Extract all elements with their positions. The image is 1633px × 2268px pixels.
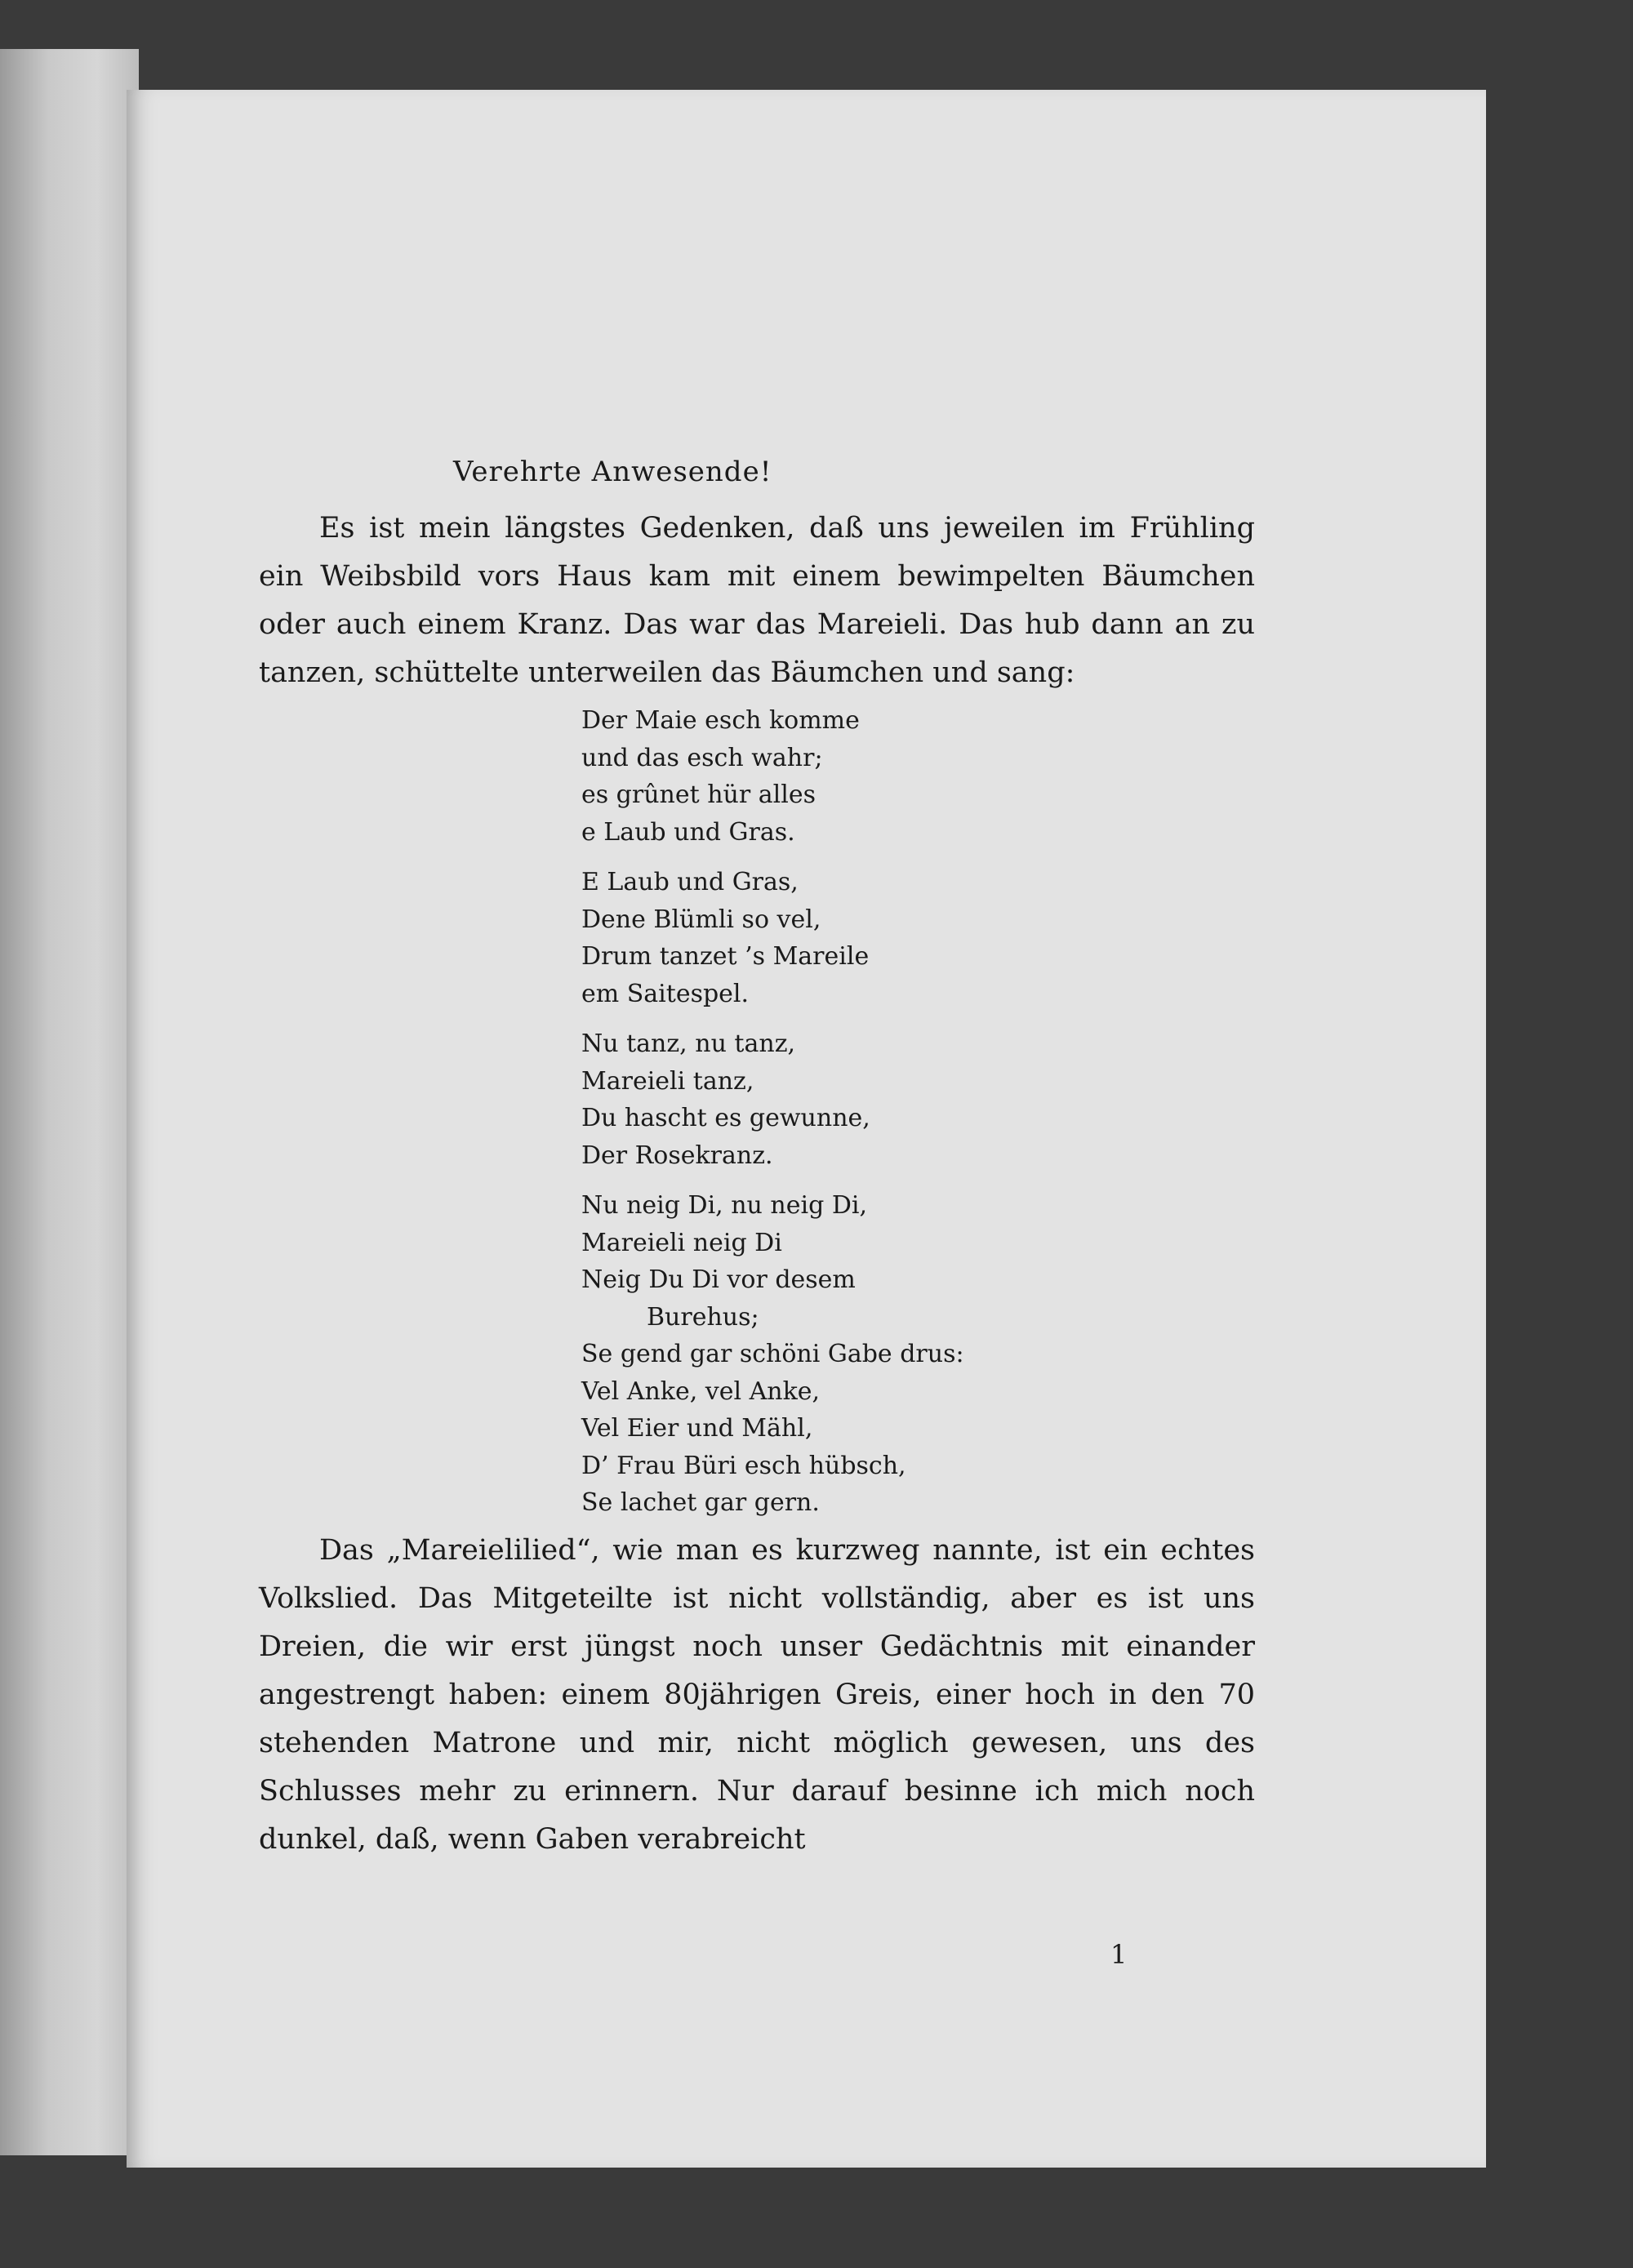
poem-line: D’ Frau Büri esch hübsch, xyxy=(581,1451,906,1480)
poem-stanza xyxy=(581,1187,1255,1522)
poem-line: Burehus; xyxy=(647,1302,759,1332)
poem-line: Neig Du Di vor desem xyxy=(581,1265,856,1294)
book-page xyxy=(127,90,1486,2168)
poem-line: Se gend gar schöni Gabe drus: xyxy=(581,1340,964,1368)
poem-line: und das esch wahr; xyxy=(581,743,823,772)
poem-line: Drum tanzet ’s Mareile xyxy=(581,942,870,971)
poem-stanza xyxy=(581,702,1255,851)
poem xyxy=(581,702,1255,1522)
poem-line: e Laub und Gras. xyxy=(581,817,795,847)
poem-stanza xyxy=(581,864,1255,1012)
closing-paragraph: Das „Mareielilied“, wie man es kurzweg nannte, ist ein echtes Volkslied. Das Mitgeteilte ist nicht vollständig, aber es ist uns Dreien, die wir erst jüngst noch unser Gedächtnis mit einander angestrengt haben: einem 80jährigen Greis, einer hoch in den 70 stehenden Matrone und mir, nicht möglich gewesen, uns des Schlusses mehr zu erinnern. Nur darauf besinne ich mich noch dunkel, daß, wenn Gaben verabreicht xyxy=(259,1533,1255,1856)
poem-line: Nu neig Di, nu neig Di, xyxy=(581,1191,868,1220)
poem-line: Du hascht es gewunne, xyxy=(581,1104,870,1132)
poem-line: Nu tanz, nu tanz, xyxy=(581,1029,796,1058)
poem-line: es grûnet hür alles xyxy=(581,780,816,809)
poem-line: Mareieli tanz, xyxy=(581,1066,754,1096)
page-text xyxy=(259,447,1255,1864)
poem-line: E Laub und Gras, xyxy=(581,868,799,896)
poem-line: Se lachet gar gern. xyxy=(581,1488,820,1517)
poem-line: em Saitespel. xyxy=(581,979,750,1008)
poem-line: Der Maie esch komme xyxy=(581,706,860,735)
intro-paragraph: Es ist mein längstes Gedenken, daß uns jeweilen im Frühling ein Weibsbild vors Haus kam mit einem bewimpelten Bäumchen oder auch einem Kranz. Das war das Mareieli. Das hub dann an zu tanzen, schüttelte unterweilen das Bäumchen und sang: xyxy=(259,512,1255,689)
salutation-heading: Verehrte Anwesende! xyxy=(453,456,772,488)
poem-line: Dene Blümli so vel, xyxy=(581,905,821,934)
poem-line: Vel Anke, vel Anke, xyxy=(581,1376,821,1406)
poem-line: Mareieli neig Di xyxy=(581,1228,782,1257)
page-number: 1 xyxy=(1110,1939,1128,1970)
poem-line: Der Rosekranz. xyxy=(581,1141,773,1170)
poem-line: Vel Eier und Mähl, xyxy=(581,1414,813,1443)
facing-page-edge xyxy=(0,49,139,2155)
poem-stanza xyxy=(581,1025,1255,1174)
